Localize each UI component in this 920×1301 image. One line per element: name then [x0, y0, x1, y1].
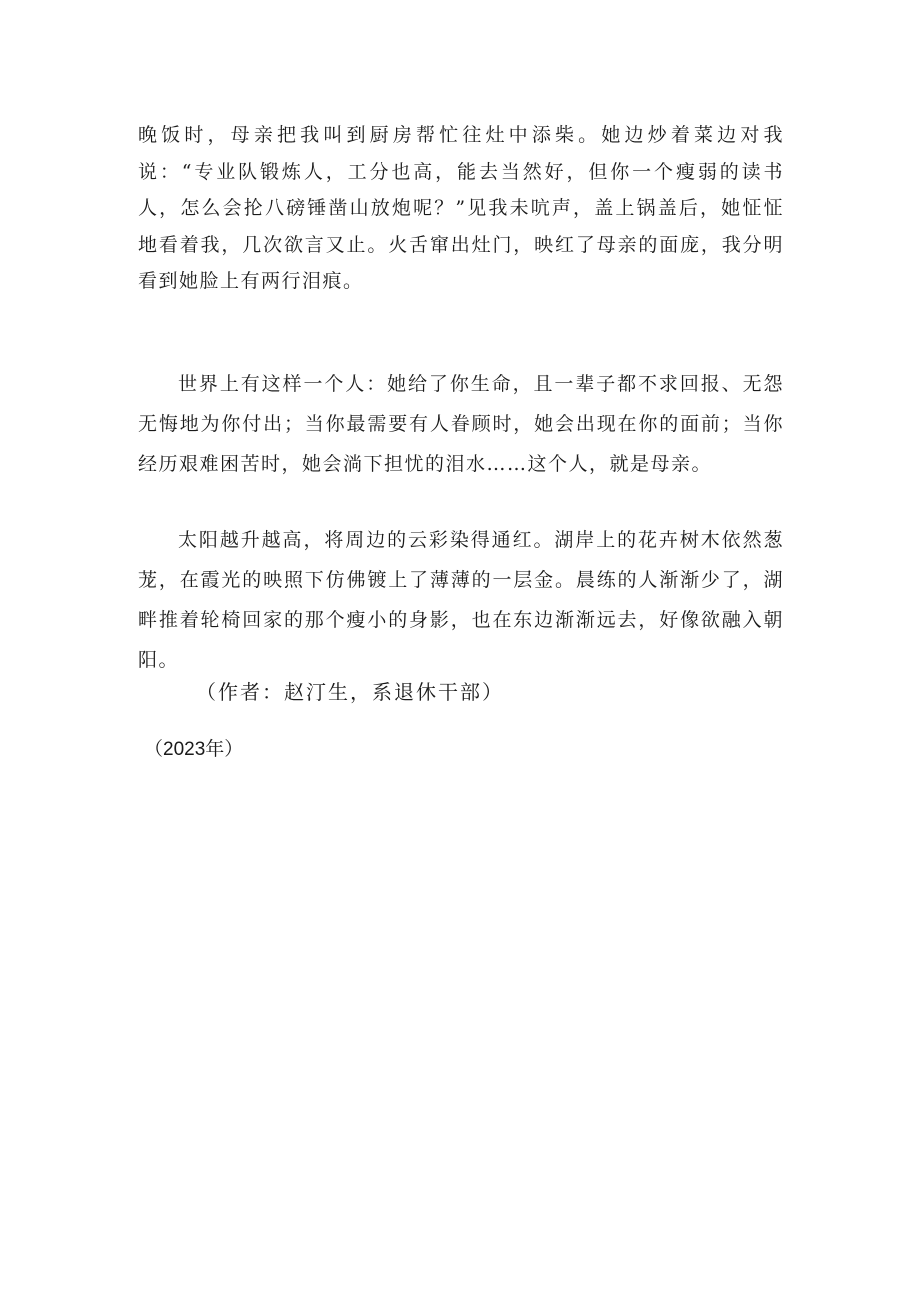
- paragraph-dinner-scene: 晚饭时，母亲把我叫到厨房帮忙往灶中添柴。她边炒着菜边对我说：“专业队锻炼人，工分也高，能去当然好，但你一个瘦弱的读书人，怎么会抡八磅锤凿山放炮呢？”见我未吭声，盖上锅盖后，她怔怔地看着我，几次欲言又止。火舌窜出灶门，映红了母亲的面庞，我分明看到她脸上有两行泪痕。: [138, 124, 784, 292]
- publication-year: （2023年）: [144, 739, 244, 760]
- author-byline: （作者：赵汀生，系退休干部）: [196, 680, 504, 704]
- paragraph-mother-reflection: 世界上有这样一个人：她给了你生命，且一辈子都不求回报、无怨无悔地为你付出；当你最需要有人眷顾时，她会出现在你的面前；当你经历艰难困苦时，她会淌下担忧的泪水……这个人，就是母亲。: [138, 373, 784, 475]
- paragraph-sunrise-scene: 太阳越升越高，将周边的云彩染得通红。湖岸上的花卉树木依然葱茏，在霞光的映照下仿佛镀上了薄薄的一层金。晨练的人渐渐少了，湖畔推着轮椅回家的那个瘦小的身影，也在东边渐渐远去，好像欲融入朝阳。: [138, 529, 784, 671]
